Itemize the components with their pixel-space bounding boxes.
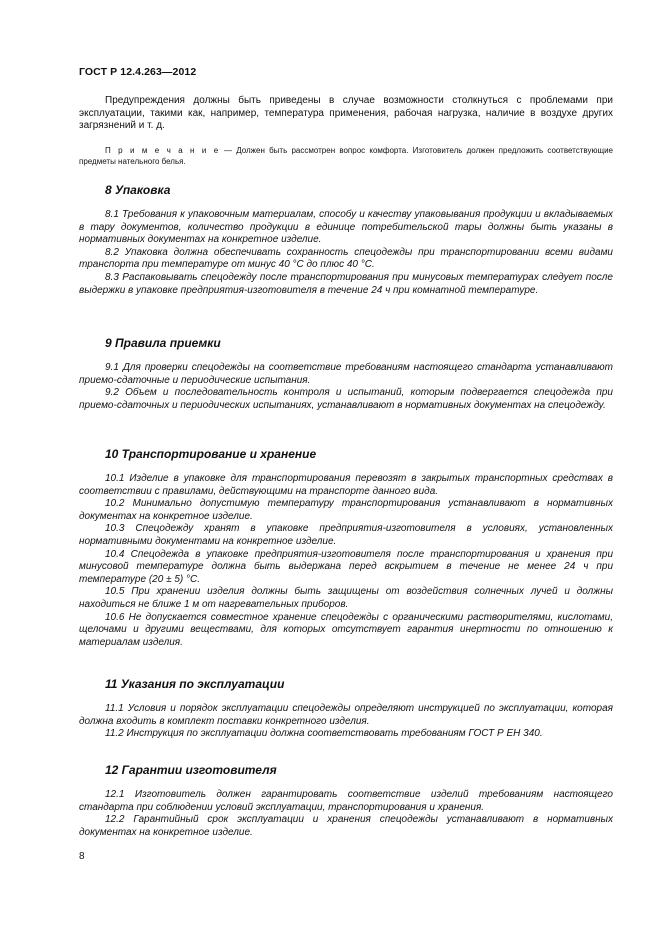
section-paragraph: 10.3 Спецодежду хранят в упаковке предприятия-изготовителя в условиях, установленных нормативными документами на конкретное изделие. (79, 523, 613, 547)
section-title: 10 Транспортирование и хранение (105, 447, 317, 461)
section-paragraph: 10.4 Спецодежда в упаковке предприятия-изготовителя после транспортирования и хранения при минусовой температуре должна быть выдержана перед вскрытием в течение не менее 24 ч при температуре (20 ± 5) °С. (79, 548, 613, 585)
section-paragraph: 11.2 Инструкция по эксплуатации должна соответствовать требованиям ГОСТ Р ЕН 340. (105, 728, 543, 740)
section-title: 8 Упаковка (105, 183, 171, 197)
warning-paragraph: Предупреждения должны быть приведены в случае возможности столкнуться с проблемами при эксплуатации, такими как, например, температура применения, рабочая нагрузка, наличие в воздухе других загрязнений и т. д. (79, 95, 613, 132)
note-text: — Должен быть рассмотрен вопрос комфорта. Изготовитель должен предложить соответствующие предметы нательного белья. (79, 145, 613, 166)
section-paragraph: 11.1 Условия и порядок эксплуатации спецодежды определяют инструкцией по эксплуатации, которая должна входить в комплект поставки конкретного изделия. (79, 703, 613, 727)
section-paragraph: 9.2 Объем и последовательность контроля и испытаний, которым подвергается спецодежда при приемо-сдаточных и периодических испытаниях, устанавливают в нормативных документах на спецодежду. (79, 387, 613, 411)
section-title: 12 Гарантии изготовителя (105, 763, 277, 777)
section-transport-storage (79, 447, 613, 649)
section-title: 9 Правила приемки (105, 336, 221, 350)
section-paragraph: 10.5 При хранении изделия должны быть защищены от воздействия солнечных лучей и должны находиться не ближе 1 м от нагревательных приборов. (79, 586, 613, 610)
section-title: 11 Указания по эксплуатации (105, 677, 285, 691)
section-packaging (79, 183, 613, 297)
note-label: П р и м е ч а н и е (105, 145, 220, 155)
section-paragraph: 8.2 Упаковка должна обеспечивать сохранность спецодежды при транспортировании всеми видами транспорта при температуре от минус 40 °С до плюс 40 °С. (79, 246, 613, 271)
section-paragraph: 10.6 Не допускается совместное хранение спецодежды с органическими растворителями, кислотами, щелочами и другими веществами, для которых отсутствует гарантия инертности по отношению к материалам изделия. (79, 611, 613, 648)
section-paragraph: 8.1 Требования к упаковочным материалам, способу и качеству упаковывания продукции и вкладываемых в тару документов, количество продукции в единице потребительской тары должны быть указаны в нормативных документах на конкретное изделие. (79, 209, 613, 246)
section-operation (79, 677, 613, 741)
intro-block (79, 95, 613, 167)
section-paragraph: 12.2 Гарантийный срок эксплуатации и хранения спецодежды устанавливают в нормативных документах на конкретное изделие. (79, 814, 613, 838)
section-paragraph: 8.3 Распаковывать спецодежду после транспортирования при минусовых температурах следует после выдержки в упаковке предприятия-изготовителя в течение 24 ч при комнатной температуре. (79, 271, 613, 296)
section-paragraph: 9.1 Для проверки спецодежды на соответствие требованиям настоящего стандарта устанавливают приемо-сдаточные и периодические испытания. (79, 362, 613, 386)
section-paragraph: 10.2 Минимально допустимую температуру транспортирования устанавливают в нормативных документах на конкретное изделие. (79, 498, 613, 522)
document-header: ГОСТ Р 12.4.263—2012 (79, 66, 197, 78)
section-paragraph: 12.1 Изготовитель должен гарантировать соответствие изделий требованиям настоящего стандарта при соблюдении условий эксплуатации, транспортирования и хранения. (79, 789, 613, 813)
section-acceptance (79, 336, 613, 412)
section-paragraph: 10.1 Изделие в упаковке для транспортирования перевозят в закрытых транспортных средствах в соответствии с правилами, действующими на транспорте данного вида. (79, 473, 613, 497)
section-warranty (79, 763, 613, 839)
page-number: 8 (79, 851, 85, 862)
note-paragraph (79, 145, 613, 167)
